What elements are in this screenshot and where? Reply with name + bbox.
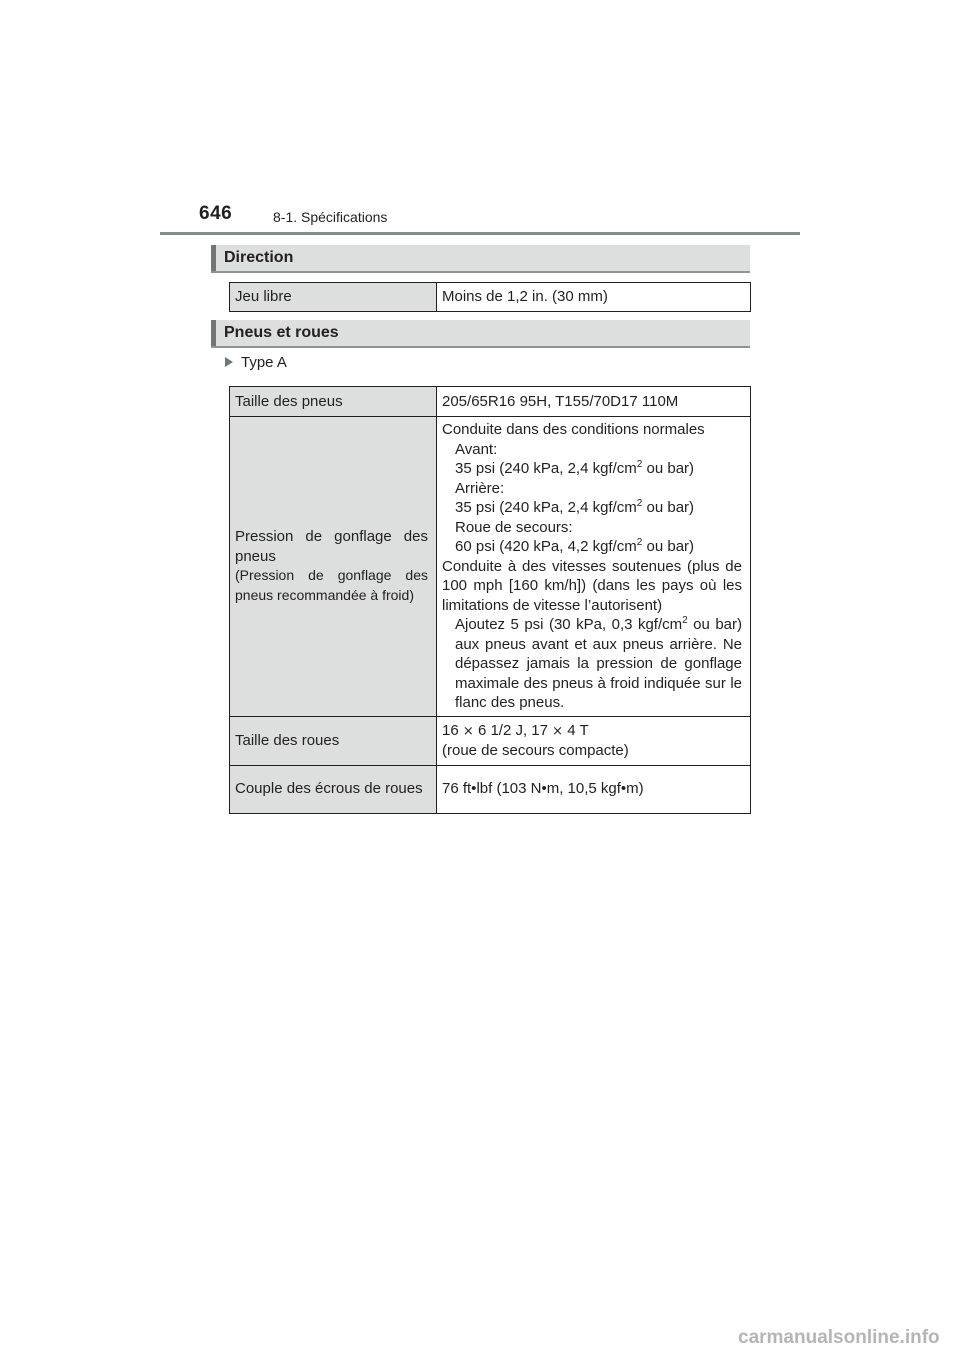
front-value-text: 35 psi (240 kPa, 2,4 kgf/cm [455, 460, 637, 477]
superscript: 2 [636, 498, 643, 509]
chapter-title: 8-1. Spécifications [273, 209, 388, 225]
tires-table [229, 386, 751, 814]
pressure-label-note: (Pression de gonflage des pneus recommandée à froid) [235, 567, 428, 603]
watermark: carmanualsonline.info [738, 1327, 940, 1348]
table-row [230, 716, 751, 765]
section-title: Direction [224, 249, 294, 266]
type-text: Type A [241, 354, 287, 371]
tire-pressure-value [437, 417, 751, 717]
superscript: 2 [636, 459, 643, 470]
spare-label: Roue de secours: [455, 518, 573, 536]
tire-size-label: Taille des pneus [230, 387, 437, 417]
lug-nut-torque-value: 76 ft•lbf (103 N•m, 10,5 kgf•m) [437, 765, 751, 813]
wheel-size-part: 4 T [567, 721, 589, 739]
table-row [230, 283, 751, 312]
header-divider [160, 232, 800, 235]
superscript: 2 [636, 537, 643, 548]
front-label: Avant: [455, 440, 498, 458]
section-title: Pneus et roues [224, 324, 339, 341]
table-row [230, 387, 751, 417]
times-symbol: × [552, 723, 564, 739]
wheel-size-value [437, 716, 751, 765]
page-number: 646 [199, 203, 233, 224]
high-speed-note [442, 615, 742, 713]
table-row [230, 765, 751, 813]
spare-value [442, 537, 742, 557]
pressure-label-main: Pression de gonflage des pneus [235, 528, 428, 565]
wheel-size-line1 [442, 721, 742, 742]
section-heading-direction [211, 245, 750, 273]
lug-nut-torque-label: Couple des écrous de roues [230, 765, 437, 813]
triangle-bullet-icon [225, 357, 233, 367]
wheel-size-label: Taille des roues [230, 716, 437, 765]
wheel-size-part: 6 1/2 J, 17 [477, 721, 548, 739]
section-heading-tires [211, 320, 750, 348]
free-play-label: Jeu libre [230, 283, 437, 312]
rear-value-unit: ou bar) [642, 499, 695, 516]
type-label [225, 354, 287, 371]
wheel-size-part: 16 [442, 721, 459, 739]
tire-pressure-label [230, 417, 437, 717]
normal-conditions-heading: Conduite dans des conditions normales [442, 421, 705, 438]
times-symbol: × [462, 723, 474, 739]
wheel-size-line2: (roue de secours compacte) [442, 742, 629, 759]
rear-label: Arrière: [455, 479, 505, 497]
direction-table [229, 282, 751, 312]
high-speed-heading: Conduite à des vitesses soutenues (plus de 100 mph [160 km/h]) (dans les pays où les limitations de vitesse l’autorisent) [442, 557, 742, 614]
front-value-unit: ou bar) [642, 460, 695, 477]
front-value [442, 459, 742, 479]
spare-value-text: 60 psi (420 kPa, 4,2 kgf/cm [455, 538, 637, 555]
superscript: 2 [682, 615, 688, 626]
spare-value-unit: ou bar) [642, 538, 695, 555]
rear-value [442, 498, 742, 518]
high-speed-note-text: Ajoutez 5 psi (30 kPa, 0,3 kgf/cm [455, 616, 683, 633]
free-play-value: Moins de 1,2 in. (30 mm) [437, 283, 751, 312]
high-speed-note-rest: ou bar) aux pneus avant et aux pneus arrière. Ne dépassez jamais la pression de gonflage maximale des pneus à froid indiquée sur le flanc des pneus. [455, 616, 742, 711]
rear-value-text: 35 psi (240 kPa, 2,4 kgf/cm [455, 499, 637, 516]
tire-size-value: 205/65R16 95H, T155/70D17 110M [437, 387, 751, 417]
table-row [230, 417, 751, 717]
